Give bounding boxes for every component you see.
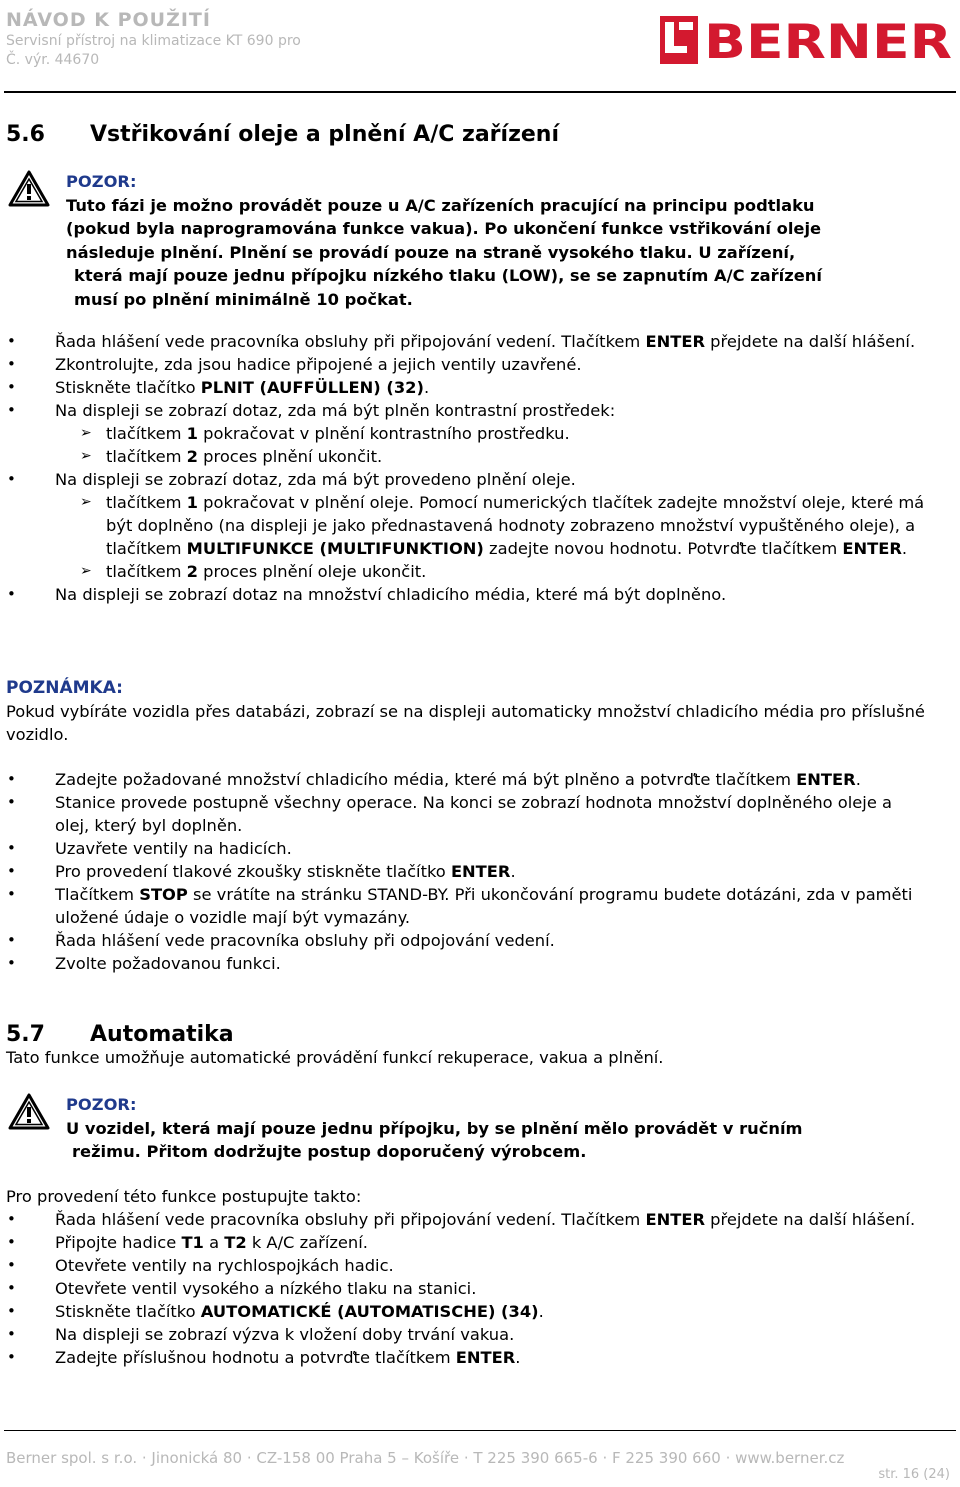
warning-line: (pokud byla naprogramována funkce vakua). Po ukončení funkce vstřikování oleje bbox=[66, 219, 822, 238]
list-item: • Na displeji se zobrazí dotaz, zda má být provedeno plnění oleje. bbox=[0, 468, 955, 491]
steps-list-5-6 bbox=[0, 330, 955, 606]
list-item: • Stiskněte tlačítko PLNIT (AUFFÜLLEN) (32). bbox=[0, 376, 955, 399]
berner-logo bbox=[660, 16, 954, 64]
sub-list-item: ➢ tlačítkem 2 proces plnění oleje ukončit. bbox=[0, 560, 955, 583]
warning-label: POZOR: bbox=[66, 172, 137, 191]
note-label: POZNÁMKA: bbox=[6, 678, 123, 698]
logo-text: BERNER bbox=[704, 16, 952, 64]
warning-block-5-7 bbox=[66, 1093, 951, 1164]
warning-label: POZOR: bbox=[66, 1095, 137, 1114]
list-item: • Na displeji se zobrazí dotaz na množství chladicího média, které má být doplněno. bbox=[0, 583, 955, 606]
section-title: Automatika bbox=[90, 1022, 234, 1047]
list-item: • Na displeji se zobrazí výzva k vložení doby trvání vakua. bbox=[0, 1323, 955, 1346]
section-heading-5-7 bbox=[6, 1021, 234, 1049]
list-item: • Stiskněte tlačítko AUTOMATICKÉ (AUTOMATISCHE) (34). bbox=[0, 1300, 955, 1323]
section-number: 5.6 bbox=[6, 122, 45, 147]
list-item: • Uzavřete ventily na hadicích. bbox=[0, 837, 955, 860]
list-item: • Stanice provede postupně všechny operace. Na konci se zobrazí hodnota množství doplněného oleje a olej, který byl doplněn. bbox=[0, 791, 955, 837]
list-item: • Otevřete ventily na rychlospojkách hadic. bbox=[0, 1254, 955, 1277]
list-item: • Řada hlášení vede pracovníka obsluhy při odpojování vedení. bbox=[0, 929, 955, 952]
footer-address: Berner spol. s r.o. · Jinonická 80 · CZ-158 00 Praha 5 – Košíře · T 225 390 665-6 · F 225 390 660 · www.berner.cz bbox=[6, 1449, 845, 1467]
warning-line: U vozidel, která mají pouze jednu přípojku, by se plnění mělo provádět v ručním bbox=[66, 1118, 803, 1138]
warning-line: režimu. Přitom dodržujte postup doporučený výrobcem. bbox=[72, 1142, 587, 1161]
steps-list-5-6-continued bbox=[0, 768, 955, 975]
warning-triangle-icon bbox=[8, 1093, 50, 1131]
doc-subtitle: Servisní přístroj na klimatizace KT 690 pro bbox=[6, 33, 301, 49]
warning-triangle-icon bbox=[8, 170, 50, 208]
list-item: • Řada hlášení vede pracovníka obsluhy při připojování vedení. Tlačítkem ENTER přejdete na další hlášení. bbox=[0, 1208, 955, 1231]
page-number: str. 16 (24) bbox=[878, 1467, 950, 1482]
sub-list-item: ➢ tlačítkem 1 pokračovat v plnění oleje. Pomocí numerických tlačítek zadejte množství oleje, které má být doplněno (na displeji je jako přednastavená hodnoty zobrazeno množství vypuštěného oleje), a tlačítkem MULTIFUNKCE (MULTIFUNKTION) zadejte novou hodnotu. Potvrďte tlačítkem ENTER. bbox=[0, 491, 955, 560]
section-heading-5-6 bbox=[6, 121, 559, 149]
section-intro: Tato funkce umožňuje automatické provádění funkcí rekuperace, vakua a plnění. bbox=[6, 1048, 664, 1067]
procedure-lead: Pro provedení této funkce postupujte takto: bbox=[6, 1187, 362, 1206]
list-item: • Otevřete ventil vysokého a nízkého tlaku na stanici. bbox=[0, 1277, 955, 1300]
list-item: • Zadejte požadované množství chladicího média, které má být plněno a potvrďte tlačítkem ENTER. bbox=[0, 768, 955, 791]
sub-list-item: ➢ tlačítkem 1 pokračovat v plnění kontrastního prostředku. bbox=[0, 422, 955, 445]
list-item: • Připojte hadice T1 a T2 k A/C zařízení. bbox=[0, 1231, 955, 1254]
steps-list-5-7 bbox=[0, 1208, 955, 1369]
doc-article-number: Č. výr. 44670 bbox=[6, 52, 100, 68]
section-title: Vstřikování oleje a plnění A/C zařízení bbox=[90, 122, 560, 147]
list-item: • Tlačítkem STOP se vrátíte na stránku STAND-BY. Při ukončování programu budete dotázáni, zda v paměti uložené údaje o vozidle mají být vymazány. bbox=[0, 883, 955, 929]
section-number: 5.7 bbox=[6, 1022, 45, 1047]
sub-list-item: ➢ tlačítkem 2 proces plnění ukončit. bbox=[0, 445, 955, 468]
list-item: • Pro provedení tlakové zkoušky stiskněte tlačítko ENTER. bbox=[0, 860, 955, 883]
document-header bbox=[6, 8, 301, 70]
list-item: • Řada hlášení vede pracovníka obsluhy při připojování vedení. Tlačítkem ENTER přejdete na další hlášení. bbox=[0, 330, 955, 353]
note-text: Pokud vybíráte vozidla přes databázi, zobrazí se na displeji automaticky množství chladicího média pro příslušné vozidlo. bbox=[6, 702, 925, 744]
warning-line: Tuto fázi je možno provádět pouze u A/C zařízeních pracující na principu podtlaku bbox=[66, 195, 815, 215]
list-item: • Zvolte požadovanou funkci. bbox=[0, 952, 955, 975]
warning-line: musí po plnění minimálně 10 počkat. bbox=[74, 289, 413, 309]
warning-line: která mají pouze jednu přípojku nízkého tlaku (LOW), se se zapnutím A/C zařízení bbox=[74, 266, 822, 285]
doc-title: NÁVOD K POUŽITÍ bbox=[6, 9, 211, 31]
header-divider bbox=[4, 91, 956, 93]
list-item: • Zkontrolujte, zda jsou hadice připojené a jejich ventily uzavřené. bbox=[0, 353, 955, 376]
footer-divider bbox=[4, 1430, 956, 1431]
list-item: • Zadejte příslušnou hodnotu a potvrďte tlačítkem ENTER. bbox=[0, 1346, 955, 1369]
warning-block-5-6 bbox=[66, 170, 951, 311]
list-item: • Na displeji se zobrazí dotaz, zda má být plněn kontrastní prostředek: bbox=[0, 399, 955, 422]
warning-line: následuje plnění. Plnění se provádí pouze na straně vysokého tlaku. U zařízení, bbox=[66, 242, 796, 262]
